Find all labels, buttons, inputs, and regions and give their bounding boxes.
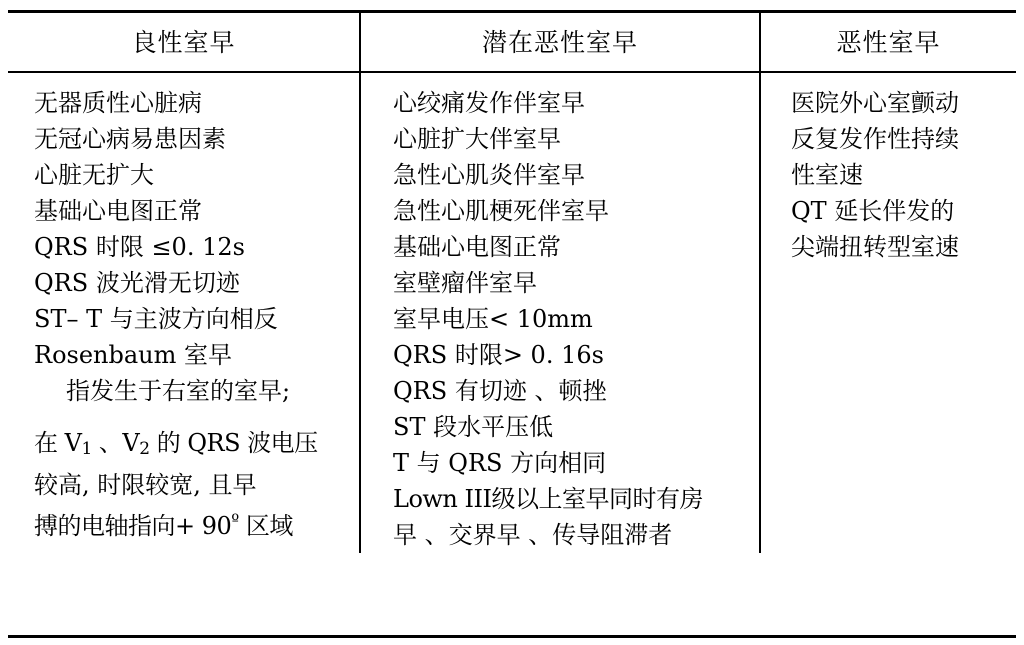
list-item: Rosenbaum 室早 [34,341,233,369]
cell-potentially-malignant-pvc [360,72,760,553]
table [8,13,1016,553]
pvc-classification-table [8,10,1016,638]
benign-pvc-list [8,85,359,544]
list-item: Lown III级以上室早同时有房 [393,485,703,513]
list-item: ST– T 与主波方向相反 [34,305,278,333]
list-item: 急性心肌炎伴室早 [393,161,585,189]
list-item: 无器质性心脏病 [34,89,202,117]
list-item: 基础心电图正常 [34,197,202,225]
list-item: 较高, 时限较宽, 且早 [34,471,257,499]
potentially-malignant-pvc-list [361,85,759,553]
list-item: 室早电压< 10mm [393,305,593,333]
list-item: QRS 时限> 0. 16s [393,341,604,369]
column-header-malignant: 恶性室早 [760,13,1016,72]
list-item: 心绞痛发作伴室早 [393,89,585,117]
list-item: 医院外心室颤动 [791,89,959,117]
list-item: QRS 有切迹 、顿挫 [393,377,607,405]
column-header-benign: 良性室早 [8,13,360,72]
list-item: 基础心电图正常 [393,233,561,261]
cell-malignant-pvc [760,72,1016,553]
cell-benign-pvc [8,72,360,553]
table-body-row [8,72,1016,553]
list-item: T 与 QRS 方向相同 [393,449,607,477]
list-item: ST 段水平压低 [393,413,554,441]
column-header-potentially-malignant: 潜在恶性室早 [360,13,760,72]
list-item: 急性心肌梗死伴室早 [393,197,609,225]
table-header-row [8,13,1016,72]
malignant-pvc-list [761,85,1016,265]
list-item: 性室速 [791,161,863,189]
list-item: 在 V1 、V2 的 QRS 波电压 [34,429,318,459]
list-item: 心脏无扩大 [34,161,154,189]
list-item: QRS 时限 ≤0. 12s [34,233,245,261]
list-item: 心脏扩大伴室早 [393,125,561,153]
list-item: 搏的电轴指向+ $90^º$ 区域 [34,511,293,540]
list-item: 无冠心病易患因素 [34,125,226,153]
list-item: QRS 波光滑无切迹 [34,269,240,297]
list-item: 室壁瘤伴室早 [393,269,537,297]
list-item: 尖端扭转型室速 [791,233,959,261]
list-item: 早 、交界早 、传导阻滞者 [393,521,673,549]
list-item: 反复发作性持续 [791,125,959,153]
list-item-spacer [8,409,359,425]
list-item: 指发生于右室的室早; [66,377,291,405]
list-item: QT 延长伴发的 [791,197,955,225]
